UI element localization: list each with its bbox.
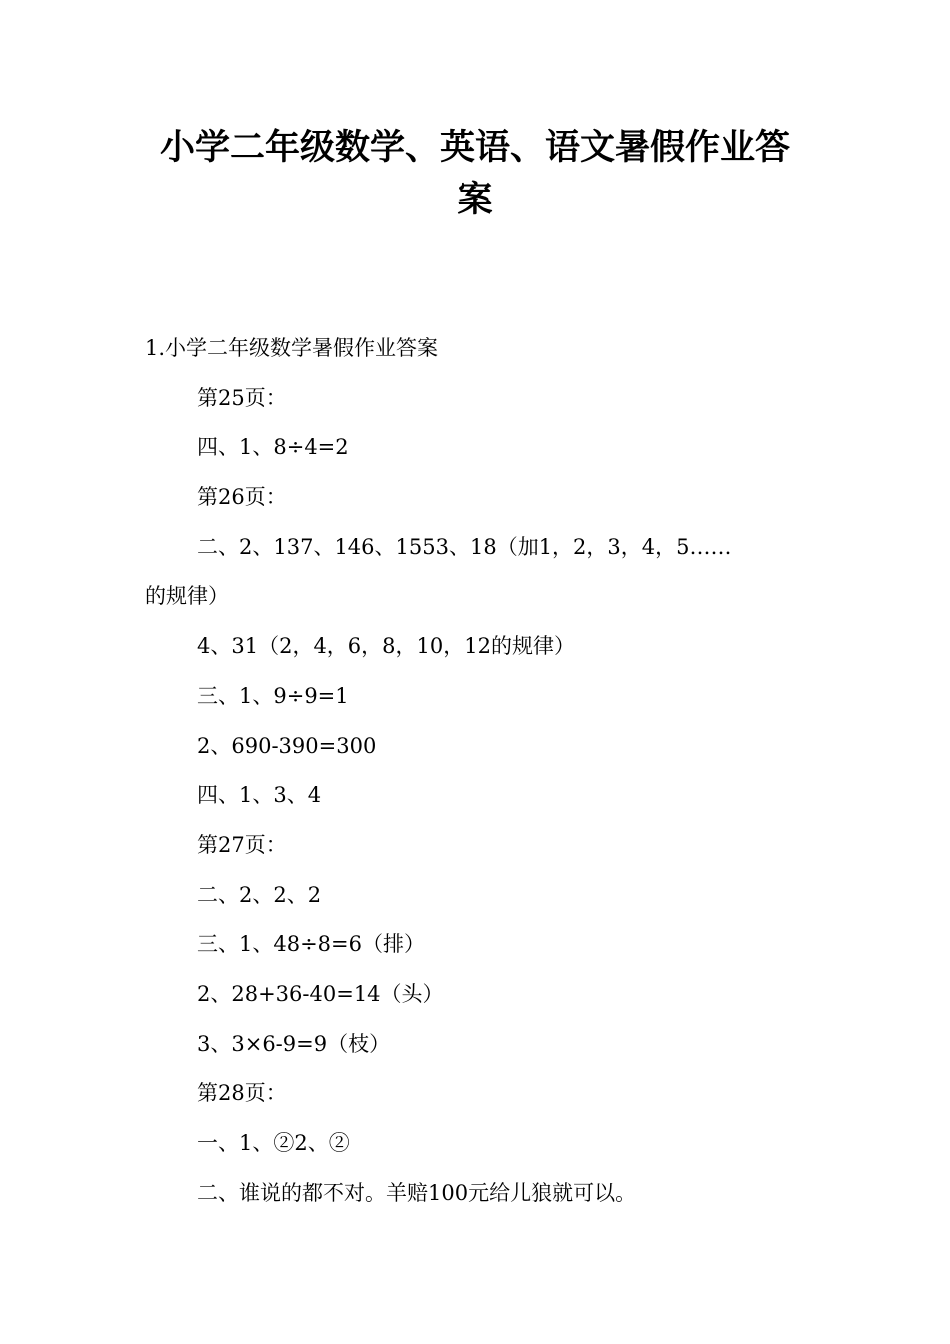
- text-line: 二、2、137、146、1553、18（加1，2，3，4，5……: [197, 534, 732, 559]
- text-line: 第25页：: [197, 385, 287, 410]
- text-line: 二、2、2、2: [197, 882, 322, 907]
- text-line: 三、1、48÷8=6（排）: [197, 932, 425, 957]
- text-line: 3、3×6-9=9（枝）: [197, 1031, 391, 1056]
- title-line-1: 小学二年级数学、英语、语文暑假作业答: [159, 128, 790, 168]
- text-line: 2、28+36-40=14（头）: [197, 981, 444, 1006]
- text-line: 一、1、②2、②: [197, 1131, 350, 1155]
- document-title: [145, 122, 805, 226]
- section-heading: 1.小学二年级数学暑假作业答案: [145, 336, 439, 360]
- text-line: 第27页：: [197, 832, 287, 857]
- title-line-2: 案: [457, 180, 493, 220]
- text-line: 2、690-390=300: [197, 733, 377, 758]
- text-line: 二、谁说的都不对。羊赔100元给儿狼就可以。: [197, 1180, 637, 1205]
- text-line: 四、1、8÷4=2: [197, 435, 349, 460]
- text-line: 第28页：: [197, 1081, 287, 1106]
- text-line: 四、1、3、4: [197, 783, 322, 808]
- document-body: [145, 324, 813, 1218]
- text-line: 4、31（2，4，6，8，10，12的规律）: [197, 634, 575, 659]
- text-line-continuation: 的规律）: [145, 584, 229, 609]
- text-line: 三、1、9÷9=1: [197, 683, 349, 708]
- text-line: 第26页：: [197, 485, 287, 510]
